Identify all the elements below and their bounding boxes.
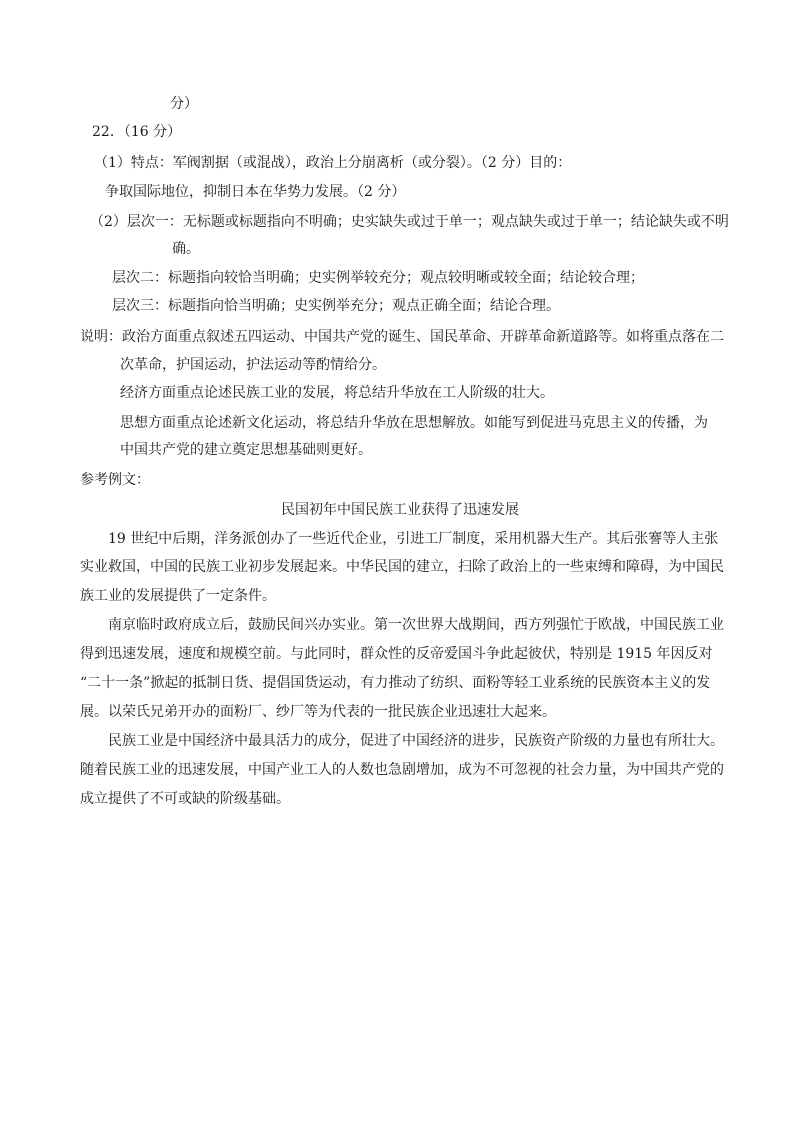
essay-p3-line-1: 民族工业是中国经济中最具活力的成分，促进了中国经济的进步，民族资产阶级的力量也有所壮大。 [108, 733, 724, 749]
note-economy: 经济方面重点论述民族工业的发展，将总结升华放在工人阶级的壮大。 [120, 385, 554, 401]
essay-p3-line-2: 随着民族工业的迅速发展，中国产业工人的人数也急剧增加，成为不可忽视的社会力量，为中国共产党的 [80, 762, 724, 778]
answer-part-1-line-1: （1）特点：军阀割据（或混战），政治上分崩离析（或分裂）。（2 分）目的： [94, 155, 572, 171]
essay-p2-line-1: 南京临时政府成立后，鼓励民间兴办实业。第一次世界大战期间，西方列强忙于欧战，中国民族工业 [108, 617, 724, 633]
level-3: 层次三：标题指向恰当明确；史实例举充分；观点正确全面；结论合理。 [112, 298, 560, 314]
answer-part-1-line-2: 争取国际地位，抑制日本在华势力发展。（2 分） [105, 184, 406, 200]
essay-title: 民国初年中国民族工业获得了迅速发展 [281, 502, 519, 518]
essay-p1-line-2: 实业救国，中国的民族工业初步发展起来。中华民国的建立，扫除了政治上的一些束缚和障碍，为中国民 [80, 559, 724, 575]
level-2: 层次二：标题指向较恰当明确；史实例举较充分；观点较明晰或较全面；结论较合理； [112, 270, 644, 286]
essay-p3-line-3: 成立提供了不可或缺的阶级基础。 [80, 791, 290, 807]
essay-p2-line-3: “二十一条”掀起的抵制日货、提倡国货运动，有力推动了纺织、面粉等轻工业系统的民族资本主义的发 [80, 675, 711, 691]
essay-p1-line-1: 19 世纪中后期，洋务派创办了一些近代企业，引进工厂制度，采用机器大生产。其后张謇等人主张 [108, 531, 719, 547]
essay-p2-line-4: 展。以荣氏兄弟开办的面粉厂、纱厂等为代表的一批民族企业迅速壮大起来。 [80, 704, 556, 720]
note-line-2: 次革命，护国运动，护法运动等酌情给分。 [120, 357, 386, 373]
essay-p2-line-2: 得到迅速发展，速度和规模空前。与此同时，群众性的反帝爱国斗争此起彼伏，特别是 1915 年因反对 [80, 646, 713, 662]
note-thought-line-1: 思想方面重点论述新文化运动，将总结升华放在思想解放。如能写到促进马克思主义的传播，为 [120, 415, 708, 431]
score-fragment: 分） [170, 96, 198, 112]
note-thought-line-2: 中国共产党的建立奠定思想基础则更好。 [120, 442, 372, 458]
reference-heading: 参考例文： [80, 472, 150, 488]
question-number: 22．（16 分） [92, 124, 182, 140]
essay-p1-line-3: 族工业的发展提供了一定条件。 [80, 588, 276, 604]
level-1-line-1: （2）层次一：无标题或标题指向不明确；史实缺失或过于单一；观点缺失或过于单一；结论缺失或不明 [90, 214, 729, 230]
level-1-line-2: 确。 [172, 241, 200, 257]
note-line-1: 说明：政治方面重点叙述五四运动、中国共产党的诞生、国民革命、开辟革命新道路等。如将重点落在二 [80, 329, 724, 345]
